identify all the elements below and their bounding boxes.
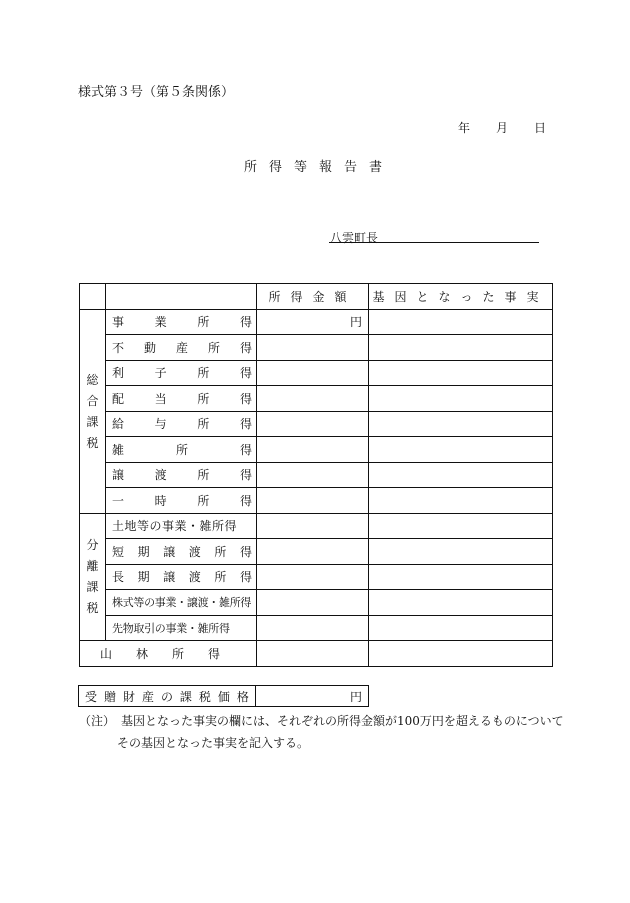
income-label: 事 業 所 得 xyxy=(112,315,252,330)
income-label: 株式等の事業・譲渡・雑所得 xyxy=(112,596,252,610)
amount-input[interactable] xyxy=(257,564,369,590)
table-row xyxy=(80,386,553,412)
income-label-cell xyxy=(106,462,257,488)
facts-input[interactable] xyxy=(369,437,553,463)
amount-input[interactable] xyxy=(257,360,369,386)
gift-row xyxy=(79,686,369,707)
amount-input[interactable] xyxy=(257,539,369,565)
group-char: 離 xyxy=(86,559,99,574)
amount-input[interactable] xyxy=(257,411,369,437)
day-label: 日 xyxy=(534,121,547,135)
amount-input[interactable] xyxy=(257,335,369,361)
facts-input[interactable] xyxy=(369,360,553,386)
header-amount: 所得金額 xyxy=(257,284,369,310)
table-row xyxy=(80,437,553,463)
table-row xyxy=(80,615,553,641)
note-line-1: （注） 基因となった事実の欄には、それぞれの所得金額が100万円を超えるものについて xyxy=(79,714,564,728)
income-label: 譲 渡 所 得 xyxy=(112,468,252,483)
income-label: 一 時 所 得 xyxy=(112,493,252,508)
group-char: 課 xyxy=(86,580,99,595)
facts-input[interactable] xyxy=(369,335,553,361)
addressee: 八雲町長 xyxy=(330,231,379,245)
group-char: 総 xyxy=(86,372,99,387)
table-header-row xyxy=(80,284,553,310)
group-sogo-kazei xyxy=(80,309,106,513)
gift-tax-table xyxy=(78,685,369,707)
amount-input[interactable] xyxy=(257,513,369,539)
facts-input[interactable] xyxy=(369,309,553,335)
income-label: 長 期 譲 渡 所 得 xyxy=(112,570,252,585)
income-label-cell xyxy=(106,411,257,437)
table-row xyxy=(80,590,553,616)
gift-amount-input[interactable]: 円 xyxy=(256,686,369,707)
amount-input[interactable] xyxy=(257,615,369,641)
income-label-cell xyxy=(106,335,257,361)
table-row-mountain xyxy=(80,641,553,667)
table-row xyxy=(80,513,553,539)
form-number-label: 様式第３号（第５条関係） xyxy=(78,85,235,100)
group-char: 税 xyxy=(86,601,99,616)
group-char: 税 xyxy=(86,435,99,450)
income-table xyxy=(79,283,553,667)
header-blank-2 xyxy=(106,284,257,310)
facts-input[interactable] xyxy=(369,411,553,437)
facts-input[interactable] xyxy=(369,564,553,590)
amount-input[interactable] xyxy=(257,641,369,667)
income-label: 先物取引の事業・雑所得 xyxy=(112,621,230,635)
facts-input[interactable] xyxy=(369,488,553,514)
gift-label-cell xyxy=(79,686,256,707)
header-facts: 基因となった事実 xyxy=(369,284,553,310)
income-label: 配 当 所 得 xyxy=(112,391,252,406)
mountain-label: 山 林 所 得 xyxy=(100,646,220,661)
facts-input[interactable] xyxy=(369,539,553,565)
mountain-label-cell xyxy=(80,641,257,667)
group-char: 分 xyxy=(86,538,99,553)
income-label-cell xyxy=(106,437,257,463)
income-label: 雑 所 得 xyxy=(112,442,252,457)
income-label-cell xyxy=(106,564,257,590)
table-row xyxy=(80,411,553,437)
income-label-cell xyxy=(106,488,257,514)
facts-input[interactable] xyxy=(369,462,553,488)
amount-input[interactable] xyxy=(257,437,369,463)
note-line-2: その基因となった事実を記入する。 xyxy=(117,736,310,750)
document-title: 所得等報告書 xyxy=(244,160,395,175)
income-label-cell xyxy=(106,386,257,412)
income-label: 短 期 譲 渡 所 得 xyxy=(112,544,252,559)
table-row xyxy=(80,564,553,590)
table-row xyxy=(80,462,553,488)
income-label-cell xyxy=(106,539,257,565)
amount-input[interactable] xyxy=(257,590,369,616)
facts-input[interactable] xyxy=(369,513,553,539)
table-row xyxy=(80,539,553,565)
income-label-cell xyxy=(106,513,257,539)
income-label: 不 動 産 所 得 xyxy=(112,340,252,355)
income-label: 利 子 所 得 xyxy=(112,366,252,381)
amount-input[interactable]: 円 xyxy=(257,309,369,335)
amount-input[interactable] xyxy=(257,462,369,488)
facts-input[interactable] xyxy=(369,386,553,412)
group-char: 課 xyxy=(86,414,99,429)
table-row xyxy=(80,335,553,361)
income-label-cell xyxy=(106,590,257,616)
income-label: 給 与 所 得 xyxy=(112,417,252,432)
facts-input[interactable] xyxy=(369,641,553,667)
income-label-cell xyxy=(106,309,257,335)
year-label: 年 xyxy=(458,121,471,135)
amount-input[interactable] xyxy=(257,488,369,514)
date-line xyxy=(458,119,546,136)
group-char: 合 xyxy=(86,393,99,408)
facts-input[interactable] xyxy=(369,590,553,616)
amount-input[interactable] xyxy=(257,386,369,412)
income-label: 土地等の事業・雑所得 xyxy=(112,519,238,534)
month-label: 月 xyxy=(496,121,509,135)
income-label-cell xyxy=(106,615,257,641)
addressee-underline xyxy=(329,242,539,243)
table-row xyxy=(80,309,553,335)
group-bunri-kazei xyxy=(80,513,106,641)
header-blank-1 xyxy=(80,284,106,310)
table-row xyxy=(80,488,553,514)
gift-label: 受 贈 財 産 の 課 税 価 格 xyxy=(85,689,249,704)
income-label-cell xyxy=(106,360,257,386)
facts-input[interactable] xyxy=(369,615,553,641)
table-row xyxy=(80,360,553,386)
